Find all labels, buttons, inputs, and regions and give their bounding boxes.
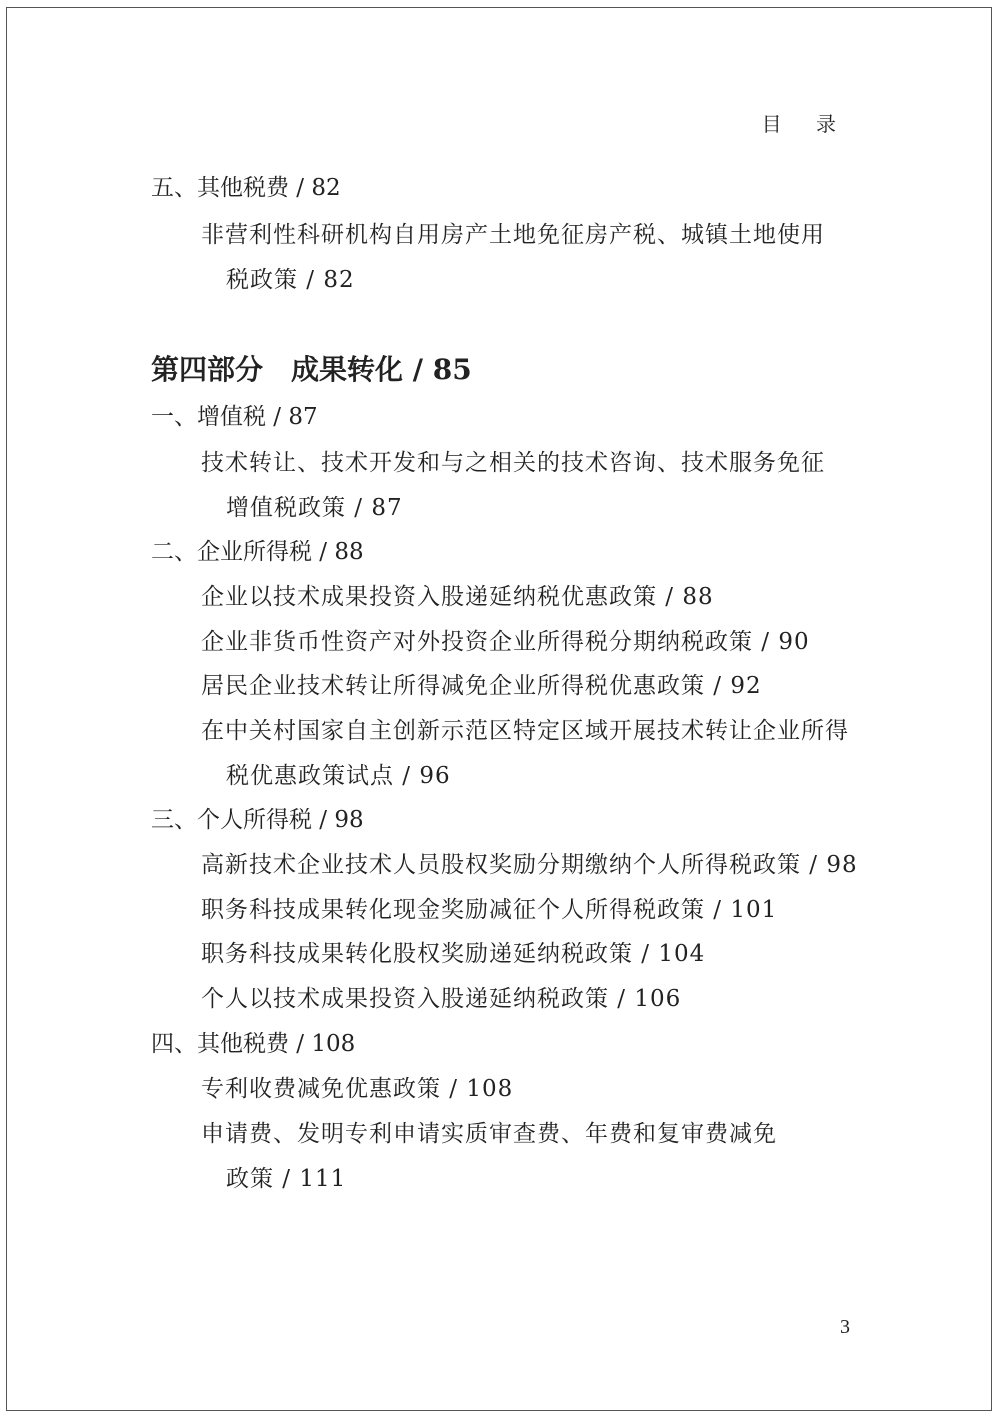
toc-entry: 职务科技成果转化股权奖励递延纳税政策 / 104 <box>201 941 706 967</box>
toc-entry: 高新技术企业技术人员股权奖励分期缴纳个人所得税政策 / 98 <box>201 852 858 878</box>
section-heading: 四、其他税费 / 108 <box>151 1031 356 1057</box>
part-heading: 第四部分 成果转化 / 85 <box>151 353 472 386</box>
toc-entry: 增值税政策 / 87 <box>226 495 403 521</box>
toc-entry: 职务科技成果转化现金奖励减征个人所得税政策 / 101 <box>201 897 778 923</box>
section-heading: 五、其他税费 / 82 <box>151 175 341 201</box>
toc-entry: 个人以技术成果投资入股递延纳税政策 / 106 <box>201 986 682 1012</box>
toc-entry: 企业以技术成果投资入股递延纳税优惠政策 / 88 <box>201 584 714 610</box>
running-header: 目 录 <box>761 112 850 136</box>
toc-entry: 申请费、发明专利申请实质审查费、年费和复审费减免 <box>201 1121 777 1147</box>
toc-entry: 专利收费减免优惠政策 / 108 <box>201 1076 514 1102</box>
toc-entry: 政策 / 111 <box>226 1166 347 1192</box>
section-heading: 三、个人所得税 / 98 <box>151 807 364 833</box>
page-number: 3 <box>840 1316 850 1338</box>
toc-entry: 税优惠政策试点 / 96 <box>226 763 451 789</box>
toc-entry: 在中关村国家自主创新示范区特定区域开展技术转让企业所得 <box>201 718 849 744</box>
section-heading: 一、增值税 / 87 <box>151 404 318 430</box>
toc-entry: 居民企业技术转让所得减免企业所得税优惠政策 / 92 <box>201 673 762 699</box>
toc-entry: 税政策 / 82 <box>226 267 355 293</box>
toc-entry: 技术转让、技术开发和与之相关的技术咨询、技术服务免征 <box>201 450 825 476</box>
toc-entry: 非营利性科研机构自用房产土地免征房产税、城镇土地使用 <box>201 222 825 248</box>
toc-entry: 企业非货币性资产对外投资企业所得税分期纳税政策 / 90 <box>201 629 810 655</box>
section-heading: 二、企业所得税 / 88 <box>151 539 364 565</box>
page-border <box>6 7 992 1411</box>
